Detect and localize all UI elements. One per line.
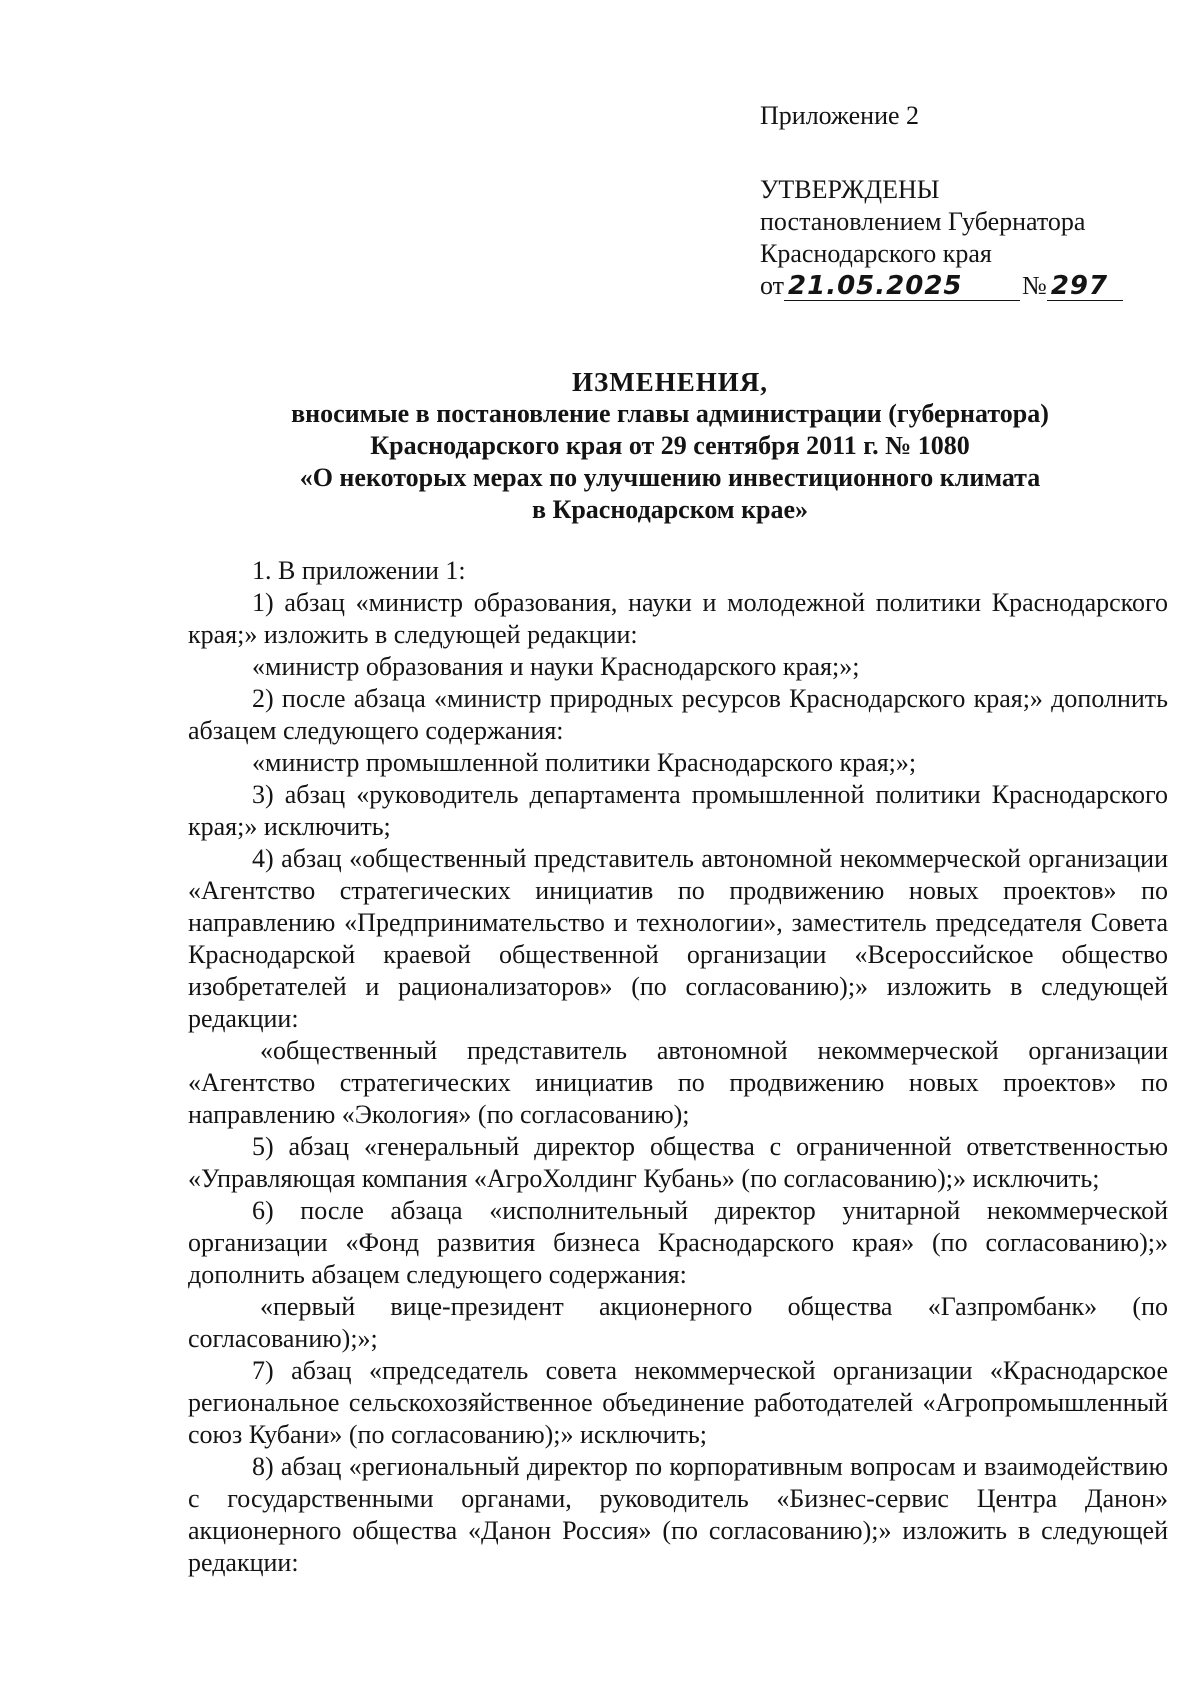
handwritten-number: 297 xyxy=(1047,272,1123,301)
title-line-4: в Краснодарском крае» xyxy=(531,495,809,524)
paragraph-quote-4: «общественный представитель автономной некоммерческой организации «Агентство стратегических инициатив по продвижению новых проектов» по направлению «Экология» (по согласованию); xyxy=(188,1036,1168,1129)
approval-block xyxy=(760,100,1160,302)
approved-label: УТВЕРЖДЕНЫ xyxy=(760,175,940,204)
paragraph-item-1: 1) абзац «министр образования, науки и молодежной политики Краснодарского края;» изложить в следующей редакции: xyxy=(188,588,1168,649)
paragraph-item-6: 6) после абзаца «исполнительный директор унитарной некоммерческой организации «Фонд развития бизнеса Краснодарского края» (по согласованию);» дополнить абзацем следующего содержания: xyxy=(188,1196,1168,1289)
appendix-label: Приложение 2 xyxy=(760,101,920,130)
paragraph-item-4: 4) абзац «общественный представитель автономной некоммерческой организации «Агентство стратегических инициатив по продвижению новых проектов» по направлению «Предпринимательство и технологии», заместитель председателя Совета Краснодарской краевой общественной организации «Всероссийское общество изобретателей и рационализаторов» (по согласованию);» изложить в следующей редакции: xyxy=(188,844,1168,1033)
approved-by-line1: постановлением Губернатора xyxy=(760,207,1086,236)
date-prefix: от xyxy=(760,271,785,300)
date-number-line xyxy=(760,270,1160,302)
paragraph-item-8: 8) абзац «региональный директор по корпоративным вопросам и взаимодействию с государственными органами, руководитель «Бизнес-сервис Центра Данон» акционерного общества «Данон Россия» (по согласованию);» изложить в следующей редакции: xyxy=(188,1452,1168,1577)
title-main: ИЗМЕНЕНИЯ, xyxy=(571,367,768,397)
handwritten-date: 21.05.2025 xyxy=(784,272,1020,301)
title-line-1: вносимые в постановление главы администрации (губернатора) xyxy=(291,399,1049,428)
number-prefix: № xyxy=(1022,271,1047,300)
paragraph-section-1: 1. В приложении 1: xyxy=(252,556,466,585)
title-line-2: Краснодарского края от 29 сентября 2011 г. № 1080 xyxy=(370,431,970,460)
paragraph-quote-1: «министр образования и науки Краснодарского края;»; xyxy=(252,652,860,681)
paragraph-quote-2: «министр промышленной политики Краснодарского края;»; xyxy=(252,748,917,777)
paragraph-quote-6: «первый вице-президент акционерного общества «Газпромбанк» (по согласованию);»; xyxy=(188,1292,1168,1353)
approved-by-line2: Краснодарского края xyxy=(760,239,992,268)
paragraph-item-2: 2) после абзаца «министр природных ресурсов Краснодарского края;» дополнить абзацем следующего содержания: xyxy=(188,684,1168,745)
document-body xyxy=(188,555,1168,1579)
paragraph-item-3: 3) абзац «руководитель департамента промышленной политики Краснодарского края;» исключить; xyxy=(188,780,1168,841)
paragraph-item-5: 5) абзац «генеральный директор общества с ограниченной ответственностью «Управляющая компания «АгроХолдинг Кубань» (по согласованию);» исключить; xyxy=(188,1132,1168,1193)
title-line-3: «О некоторых мерах по улучшению инвестиционного климата xyxy=(299,463,1041,492)
document-title xyxy=(190,366,1150,526)
paragraph-item-7: 7) абзац «председатель совета некоммерческой организации «Краснодарское региональное сельскохозяйственное объединение работодателей «Агропромышленный союз Кубани» (по согласованию);» исключить; xyxy=(188,1356,1168,1449)
